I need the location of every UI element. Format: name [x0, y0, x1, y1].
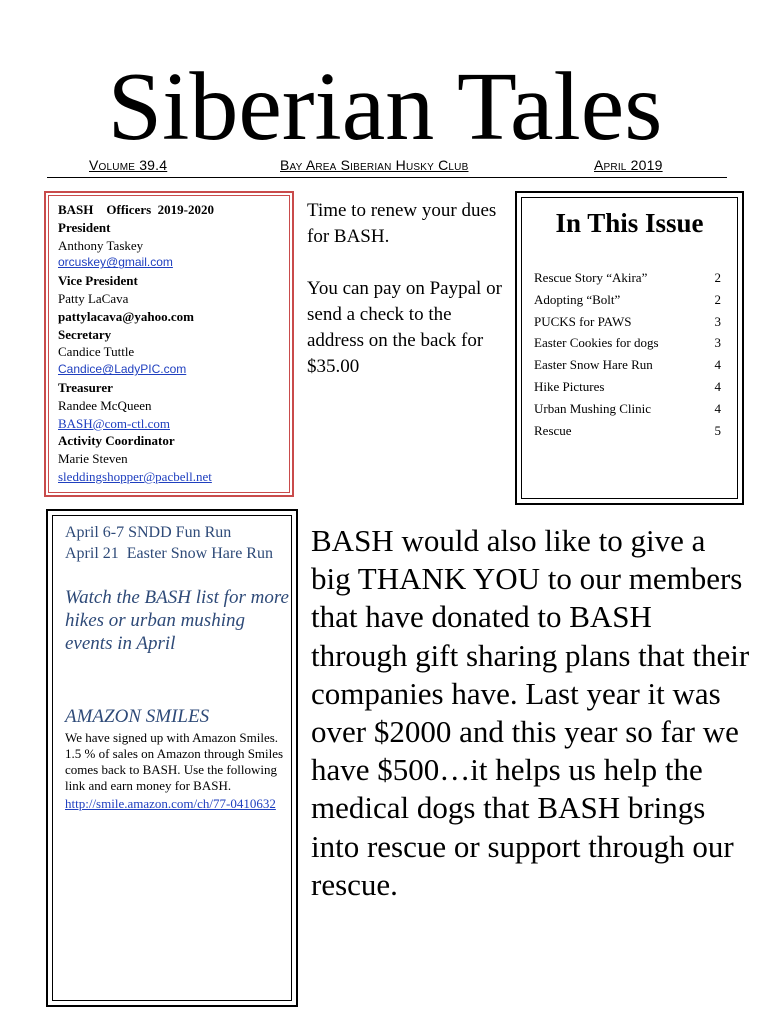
- secretary-name: Candice Tuttle: [58, 344, 135, 360]
- renew-notice: [307, 198, 507, 380]
- issue-item: Easter Cookies for dogs 3: [534, 335, 721, 351]
- treasurer-name: Randee McQueen: [58, 397, 152, 413]
- issue-item: Rescue Story “Akira” 2: [534, 270, 721, 285]
- issue-list: [534, 267, 721, 441]
- in-this-issue-box: [515, 191, 744, 505]
- event-snow-hare-run: April 21 Easter Snow Hare Run: [65, 545, 273, 562]
- thank-you-message: BASH would also like to give a big THANK YOU to our members that have donated to BASH through gift sharing plans that their companies have. Last year it was over $2000 and this year so far we have $500…it helps us help the medical dogs that BASH brings into rescue or support through our rescue.: [311, 523, 750, 902]
- amazon-smiles-text: We have signed up with Amazon Smiles. 1.5 % of sales on Amazon through Smiles comes back to BASH. Use the following link and earn money for BASH.: [65, 730, 284, 793]
- secretary-email-link[interactable]: Candice@LadyPIC.com: [58, 362, 187, 377]
- activity-name: Marie Steven: [58, 451, 128, 467]
- renew-line-1: Time to renew your dues for BASH.: [307, 200, 497, 247]
- masthead-info: [47, 157, 727, 177]
- newsletter-title: Siberian Tales: [107, 53, 663, 161]
- events-box: [46, 509, 298, 1007]
- issue-item: Adopting “Bolt” 2: [534, 291, 721, 307]
- renew-line-2: You can pay on Paypal or send a check to the address on the back for $35.00: [307, 278, 502, 377]
- officers-box: [44, 191, 294, 497]
- issue-item: Easter Snow Hare Run 4: [534, 357, 721, 373]
- issue-date: April 2019: [594, 157, 663, 173]
- treasurer-email-link[interactable]: BASH@com-ctl.com: [58, 415, 170, 431]
- vp-role: Vice President: [58, 273, 138, 289]
- club-name: Bay Area Siberian Husky Club: [280, 157, 469, 173]
- activity-email-link[interactable]: sleddingshopper@pacbell.net: [58, 468, 212, 484]
- president-email-link[interactable]: orcuskey@gmail.com: [58, 255, 173, 270]
- vp-name: Patty LaCava: [58, 290, 129, 306]
- issue-item: PUCKS for PAWS 3: [534, 313, 721, 329]
- treasurer-role: Treasurer: [58, 379, 113, 395]
- issue-item: Urban Mushing Clinic 4: [534, 400, 721, 416]
- issue-item: Hike Pictures 4: [534, 378, 721, 394]
- secretary-role: Secretary: [58, 326, 112, 342]
- volume-label: Volume 39.4: [89, 157, 168, 173]
- watch-list-note: Watch the BASH list for more hikes or urban mushing events in April: [65, 587, 289, 654]
- masthead-rule: [47, 177, 727, 178]
- event-fun-run: April 6-7 SNDD Fun Run: [65, 524, 232, 541]
- president-role: President: [58, 219, 111, 235]
- president-name: Anthony Taskey: [58, 237, 144, 253]
- activity-role: Activity Coordinator: [58, 433, 175, 449]
- in-this-issue-heading: In This Issue: [555, 208, 704, 238]
- officers-heading: BASH Officers 2019-2020: [58, 202, 214, 217]
- issue-item: Rescue 5: [534, 422, 721, 438]
- amazon-smiles-link[interactable]: http://smile.amazon.com/ch/77-0410632: [65, 796, 276, 811]
- amazon-smiles-heading: AMAZON SMILES: [65, 706, 210, 727]
- vp-email: pattylacava@yahoo.com: [58, 308, 194, 324]
